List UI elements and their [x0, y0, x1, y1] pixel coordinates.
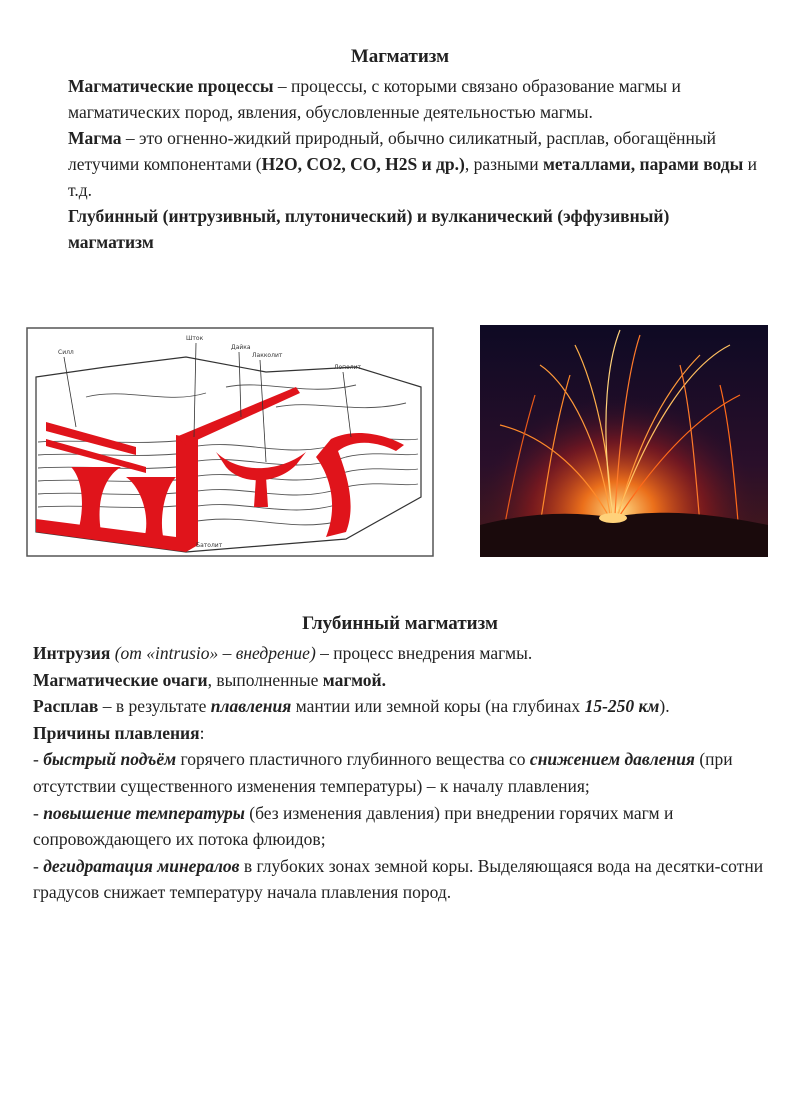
melt-text-c: ). — [659, 696, 670, 717]
term-intrusion: Интрузия — [33, 643, 111, 663]
cause3-term: дегидратация минералов — [43, 855, 240, 876]
line-cause-temperature — [33, 800, 773, 853]
section1-title: Магматизм — [350, 46, 450, 67]
melt-melting: плавления — [210, 696, 292, 717]
paragraph-magmatism-types — [68, 203, 758, 255]
cause3-text: в глубоких зонах земной коры. Выделяющаяся вода на десятки-сотни градусов снижает температуру начала плавления пород. — [33, 855, 764, 903]
magma-metals: металлами, парами воды — [542, 154, 744, 174]
label-batholith: Батолит — [196, 542, 223, 549]
magma-text-a: – это огненно-жидкий природный, обычно силикатный, расплав, обогащённый летучими компонентами ( — [68, 128, 717, 174]
section1-text — [68, 73, 758, 255]
cause2-term: повышение температуры — [43, 802, 245, 823]
section2-title: Глубинный магматизм — [302, 613, 498, 634]
chambers-magma: магмой. — [322, 669, 386, 690]
paragraph-magma — [68, 125, 758, 203]
vent-glow — [599, 513, 627, 523]
intrusion-def: – процесс внедрения магмы. — [315, 643, 533, 663]
cause1-term: быстрый подъём — [43, 749, 177, 770]
cause1-dash: - — [33, 749, 44, 770]
term-melting-causes: Причины плавления — [33, 722, 200, 743]
label-dike: Дайка — [231, 344, 251, 351]
label-laccolith: Лакколит — [252, 352, 283, 359]
label-sill: Силл — [58, 349, 74, 356]
intrusion-etymology: (от «intrusio» – внедрение) — [110, 643, 316, 663]
magmatism-types: Глубинный (интрузивный, плутонический) и вулканический (эффузивный) магматизм — [68, 206, 670, 252]
magma-text-c: и т.д. — [68, 154, 758, 200]
volcano-eruption-photo — [480, 325, 768, 557]
melt-text-b: мантии или земной коры (на глубинах — [291, 696, 585, 717]
paragraph-magmatic-processes — [68, 73, 758, 125]
causes-colon: : — [199, 722, 205, 743]
term-melt: Расплав — [33, 696, 99, 717]
line-magma-chambers — [33, 667, 773, 694]
term-magma-chambers: Магматические очаги — [33, 669, 208, 690]
line-cause-dehydration — [33, 853, 773, 906]
term-magma: Магма — [68, 128, 122, 148]
line-cause-rapid-rise — [33, 746, 773, 799]
magma-volatiles: H2O, CO2, CO, H2S и др.) — [261, 154, 465, 174]
term-magmatic-processes: Магматические процессы — [68, 76, 274, 96]
cause1-text-b: (при отсутствии существенного изменения температуры) – к началу плавления; — [33, 749, 733, 796]
melt-text-a: – в результате — [98, 696, 211, 717]
cause3-dash: - — [33, 855, 44, 876]
line-intrusion — [33, 640, 773, 667]
label-stock: Шток — [186, 335, 204, 342]
chambers-text: , выполненные — [207, 669, 323, 690]
cause1-text-a: горячего пластичного глубинного вещества со — [176, 749, 530, 770]
cause2-text: (без изменения давления) при внедрении горячих магм и сопровождающего их потока флюидов; — [33, 802, 674, 850]
line-melting-causes — [33, 720, 773, 747]
section2-text — [33, 640, 773, 906]
cause1-pressure: снижением давления — [529, 749, 695, 770]
line-melt — [33, 693, 773, 720]
magma-text-b: , разными — [464, 154, 543, 174]
intrusion-block-diagram — [26, 327, 434, 557]
definition-magmatic-processes: – процессы, с которыми связано образование магмы и магматических пород, явления, обусловленные деятельностью магмы. — [68, 76, 681, 122]
cause2-dash: - — [33, 802, 44, 823]
label-lopolith: Лополит — [334, 364, 362, 371]
melt-depth: 15-250 км — [584, 696, 660, 717]
